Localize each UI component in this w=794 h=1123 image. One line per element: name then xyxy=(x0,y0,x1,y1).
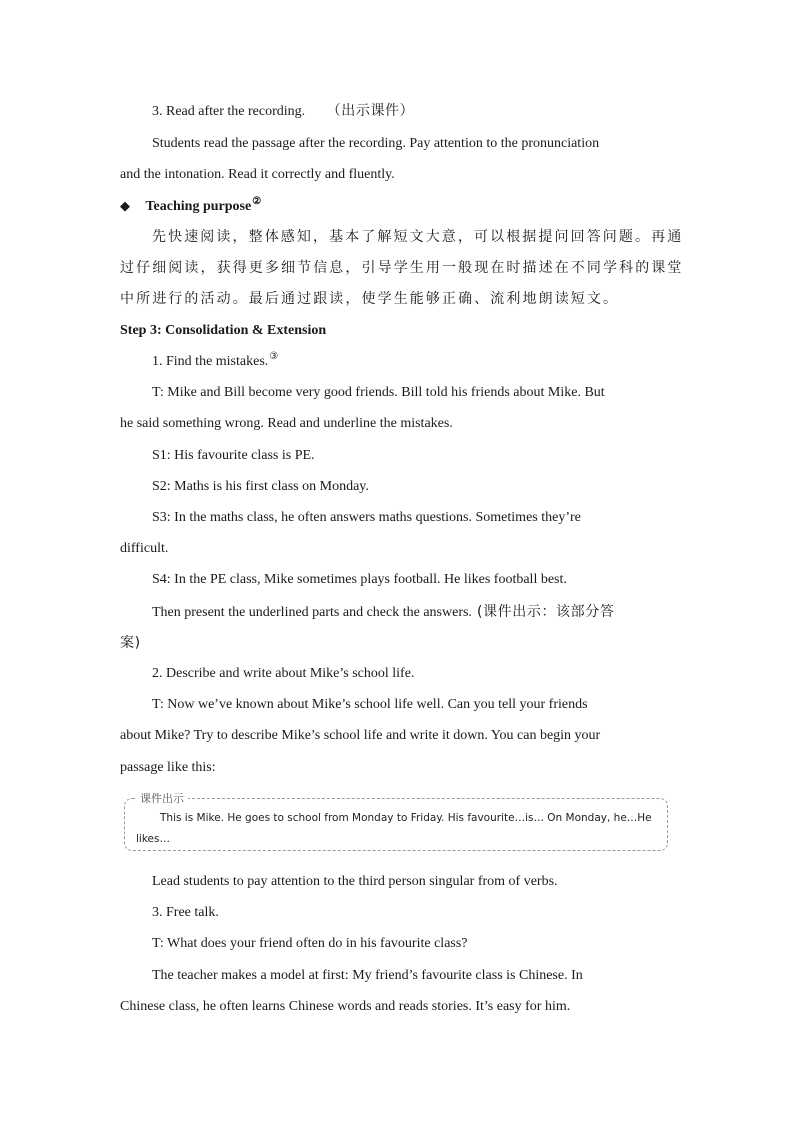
footnote-mark: ③ xyxy=(269,351,279,362)
diamond-bullet-icon: ◆ xyxy=(120,198,130,213)
section-heading: Teaching purpose xyxy=(145,199,252,214)
paragraph-line: Lead students to pay attention to the third person singular from of verbs. xyxy=(152,874,558,889)
step3-item1-title xyxy=(152,352,676,372)
cn-paragraph-line: 中所进行的活动。最后通过跟读，使学生能够正确、流利地朗读短文。 xyxy=(120,291,620,307)
paragraph-text: Then present the underlined parts and check the answers. xyxy=(152,605,472,620)
teaching-purpose-heading xyxy=(120,196,676,217)
student-answer-s2: S2: Maths is his first class on Monday. xyxy=(152,479,369,494)
footnote-mark: ② xyxy=(252,196,262,207)
paragraph-line: The teacher makes a model at first: My friend’s favourite class is Chinese. In xyxy=(152,968,583,983)
student-answer-s4: S4: In the PE class, Mike sometimes plays football. He likes football best. xyxy=(152,572,567,587)
paragraph-line: about Mike? Try to describe Mike’s school life and write it down. You can begin your xyxy=(120,728,601,743)
step2-item3-heading xyxy=(152,101,676,122)
step3-item2-title: 2. Describe and write about Mike’s school life. xyxy=(152,666,415,681)
paragraph-line: and the intonation. Read it correctly and fluently. xyxy=(120,167,395,182)
paragraph-line: Students read the passage after the recording. Pay attention to the pronunciation xyxy=(152,136,600,151)
paragraph-text-cn: (课件出示：该部分答 xyxy=(471,604,615,620)
student-answer-s3: S3: In the maths class, he often answers maths questions. Sometimes they’re xyxy=(152,510,581,525)
cn-paragraph-line: 过仔细阅读，获得更多细节信息，引导学生用一般现在时描述在不同学科的课堂 xyxy=(120,260,684,276)
step3-item3-title: 3. Free talk. xyxy=(152,905,219,920)
paragraph-line: T: Mike and Bill become very good friends. Bill told his friends about Mike. But xyxy=(152,385,605,400)
paragraph-line: Chinese class, he often learns Chinese words and reads stories. It’s easy for him. xyxy=(120,999,571,1014)
paragraph-line: T: What does your friend often do in his favourite class? xyxy=(152,936,468,951)
step3-heading: Step 3: Consolidation & Extension xyxy=(120,323,327,338)
cn-paragraph-line: 先快速阅读，整体感知，基本了解短文大意，可以根据提问回答问题。再通 xyxy=(152,229,684,245)
paragraph-line: he said something wrong. Read and underline the mistakes. xyxy=(120,416,453,431)
item-title-cn: （出示课件） xyxy=(326,103,415,119)
courseware-box-text: This is Mike. He goes to school from Monday to Friday. His favourite…is… On Monday, he…He likes… xyxy=(136,812,652,845)
courseware-box-label: 课件出示 xyxy=(136,792,188,806)
paragraph-line: difficult. xyxy=(120,541,169,556)
student-answer-s1: S1: His favourite class is PE. xyxy=(152,448,315,463)
item-title: 3. Read after the recording. xyxy=(152,104,306,119)
item-title: 1. Find the mistakes. xyxy=(152,354,269,369)
paragraph-line-cn: 案) xyxy=(120,635,141,651)
paragraph-line: T: Now we’ve known about Mike’s school life well. Can you tell your friends xyxy=(152,697,588,712)
paragraph-line: passage like this: xyxy=(120,760,216,775)
present-answers-line xyxy=(152,602,676,623)
